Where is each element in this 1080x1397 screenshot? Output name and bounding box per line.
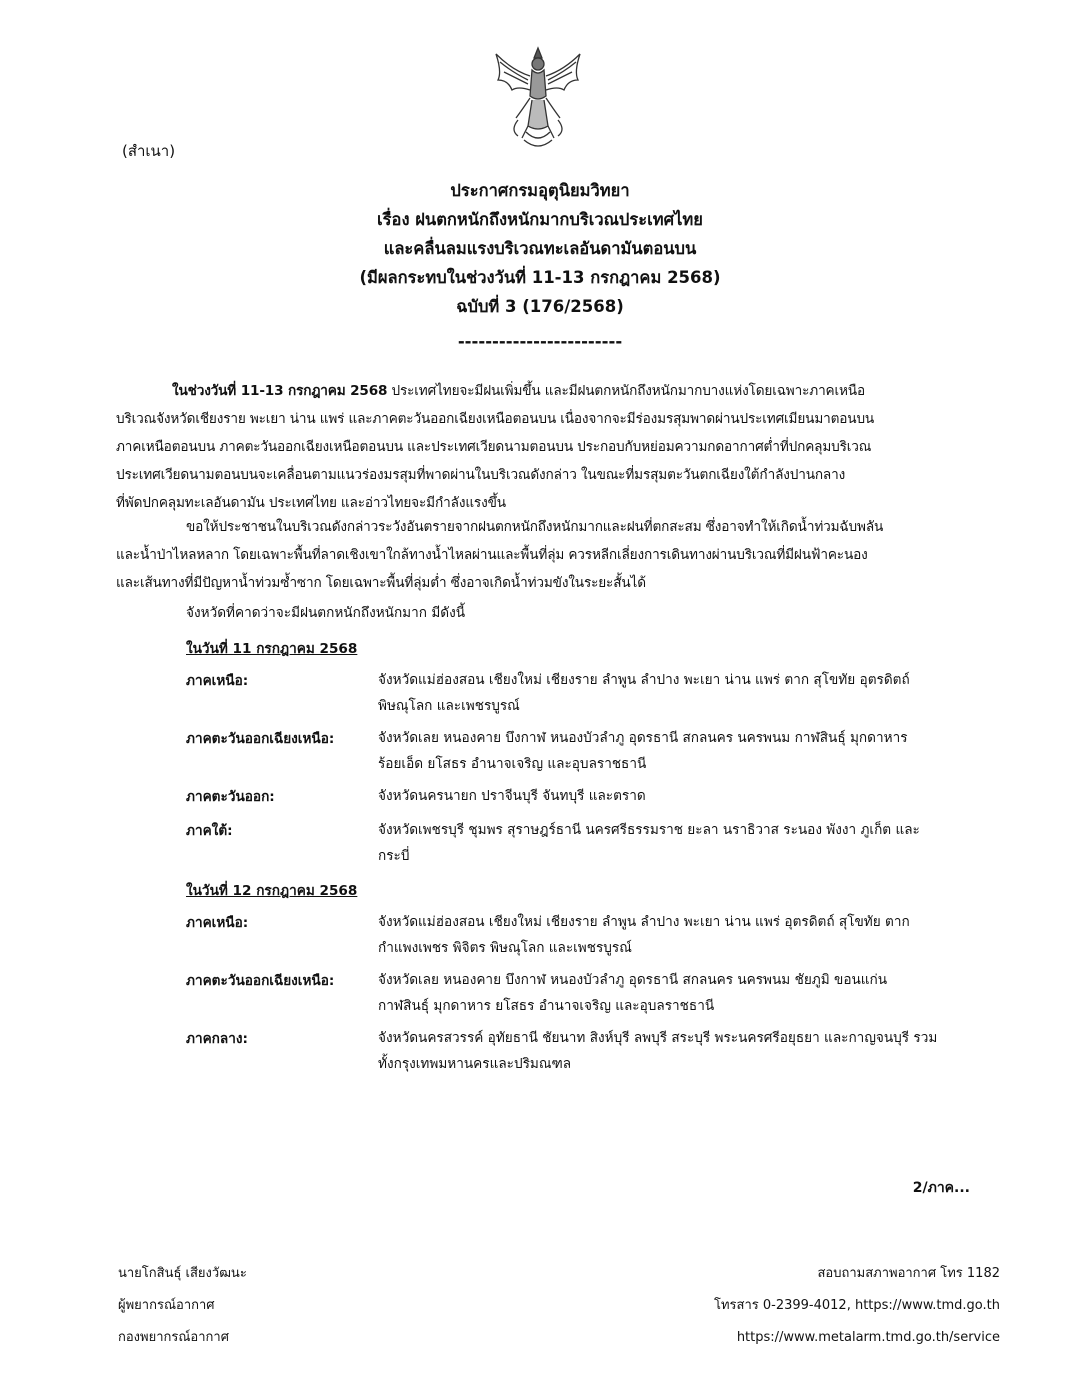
paragraph-1 [116, 377, 972, 517]
title-line: และคลื่นลมแรงบริเวณทะเลอันดามันตอนบน [383, 239, 697, 258]
garuda-emblem-icon [488, 40, 588, 155]
para-line: ขอให้ประชาชนในบริเวณดังกล่าวระวังอันตรายจากฝนตกหนักถึงหนักมากและฝนที่ตกสะสม ซึ่งอาจทำให้เกิดน้ำท่วมฉับพลัน [186, 519, 884, 535]
region-provinces: จังหวัดแม่ฮ่องสอน เชียงใหม่ เชียงราย ลำพูน ลำปาง พะเยา น่าน แพร่ อุตรดิตถ์ สุโขทัย ตาก กำแพงเพชร พิจิตร พิษณุโลก และเพชรบูรณ์ [378, 914, 910, 956]
contact-phone: สอบถามสภาพอากาศ โทร 1182 [817, 1266, 1000, 1281]
region-provinces: จังหวัดนครสวรรค์ อุทัยธานี ชัยนาท สิงห์บุรี ลพบุรี สระบุรี พระนครศรีอยุธยา และกาญจนบุรี รวมทั้งกรุงเทพมหานครและปริมณฑล [378, 1030, 938, 1072]
region-row [186, 1025, 972, 1077]
region-name: ภาคใต้: [186, 823, 233, 839]
title-line: เรื่อง ฝนตกหนักถึงหนักมากบริเวณประเทศไทย [377, 210, 703, 229]
para-line: ประเทศเวียดนามตอนบนจะเคลื่อนตามแนวร่องมรสุมที่พาดผ่านในบริเวณดังกล่าว ในขณะที่มรสุมตะวันตกเฉียงใต้กำลังปานกลาง [116, 467, 846, 483]
period-lead: ในช่วงวันที่ 11-13 กรกฎาคม 2568 [172, 383, 388, 399]
para-line: ภาคเหนือตอนบน ภาคตะวันออกเฉียงเหนือตอนบน และประเทศเวียดนามตอนบน ประกอบกับหย่อมความกดอากาศต่ำที่ปกคลุมบริเวณ [116, 439, 872, 455]
copy-label: (สำเนา) [122, 142, 176, 160]
para-line: ที่พัดปกคลุมทะเลอันดามัน ประเทศไทย และอ่าวไทยจะมีกำลังแรงขึ้น [116, 495, 506, 511]
title-line: (มีผลกระทบในช่วงวันที่ 11-13 กรกฎาคม 2568) [359, 268, 721, 287]
date-heading: ในวันที่ 12 กรกฎาคม 2568 [186, 883, 358, 899]
announcement-heading [240, 176, 840, 356]
provinces-intro: จังหวัดที่คาดว่าจะมีฝนตกหนักถึงหนักมาก มีดังนี้ [186, 605, 466, 621]
region-provinces: จังหวัดนครนายก ปราจีนบุรี จันทบุรี และตราด [378, 788, 646, 804]
date-heading: ในวันที่ 11 กรกฎาคม 2568 [186, 641, 358, 657]
signer-name: นายโกสินธุ์ เสียงวัฒนะ [118, 1266, 247, 1281]
region-name: ภาคตะวันออกเฉียงเหนือ: [186, 973, 335, 989]
para-line: และเส้นทางที่มีปัญหาน้ำท่วมซ้ำซาก โดยเฉพาะพื้นที่ลุ่มต่ำ ซึ่งอาจเกิดน้ำท่วมขังในระยะสั้นได้ [116, 575, 646, 591]
region-row [186, 909, 972, 961]
region-provinces: จังหวัดเพชรบุรี ชุมพร สุราษฎร์ธานี นครศรีธรรมราช ยะลา นราธิวาส ระนอง พังงา ภูเก็ต และกระบี่ [378, 822, 920, 864]
region-row [186, 667, 972, 719]
contact-fax-web: โทรสาร 0-2399-4012, https://www.tmd.go.th [714, 1298, 1000, 1313]
signer-title: ผู้พยากรณ์อากาศ [118, 1298, 215, 1313]
region-row [186, 967, 972, 1019]
contact-service-url: https://www.metalarm.tmd.go.th/service [736, 1330, 1000, 1345]
region-name: ภาคตะวันออก: [186, 789, 275, 805]
region-row [186, 817, 972, 869]
title-line: ฉบับที่ 3 (176/2568) [456, 297, 624, 316]
para-line: บริเวณจังหวัดเชียงราย พะเยา น่าน แพร่ และภาคตะวันออกเฉียงเหนือตอนบน เนื่องจากจะมีร่องมรสุมพาดผ่านประเทศเมียนมาตอนบน [116, 411, 875, 427]
para-line: และน้ำป่าไหลหลาก โดยเฉพาะพื้นที่ลาดเชิงเขาใกล้ทางน้ำไหลผ่านและพื้นที่ลุ่ม ควรหลีกเลี่ยงการเดินทางผ่านบริเวณที่มีฝนฟ้าคะนอง [116, 547, 868, 563]
region-name: ภาคตะวันออกเฉียงเหนือ: [186, 731, 335, 747]
title-line: ประกาศกรมอุตุนิยมวิทยา [450, 181, 630, 200]
region-provinces: จังหวัดเลย หนองคาย บึงกาฬ หนองบัวลำภู อุดรธานี สกลนคร นครพนม กาฬสินธุ์ มุกดาหาร ร้อยเอ็ด ยโสธร อำนาจเจริญ และอุบลราชธานี [378, 730, 908, 772]
region-row [186, 783, 972, 811]
region-provinces: จังหวัดแม่ฮ่องสอน เชียงใหม่ เชียงราย ลำพูน ลำปาง พะเยา น่าน แพร่ ตาก สุโขทัย อุตรดิตถ์ พิษณุโลก และเพชรบูรณ์ [378, 672, 910, 714]
signer-division: กองพยากรณ์อากาศ [118, 1330, 229, 1345]
footer-contact [714, 1258, 1000, 1354]
footer-signature [118, 1258, 247, 1354]
next-page-marker: 2/ภาค... [912, 1180, 970, 1196]
region-name: ภาคเหนือ: [186, 673, 249, 689]
para-line: ประเทศไทยจะมีฝนเพิ่มขึ้น และมีฝนตกหนักถึงหนักมากบางแห่งโดยเฉพาะภาคเหนือ [387, 383, 865, 399]
region-name: ภาคเหนือ: [186, 915, 249, 931]
region-row [186, 725, 972, 777]
divider: ------------------------ [457, 332, 623, 351]
region-name: ภาคกลาง: [186, 1031, 248, 1047]
paragraph-2 [116, 513, 972, 597]
announcement-body [116, 377, 972, 1083]
region-provinces: จังหวัดเลย หนองคาย บึงกาฬ หนองบัวลำภู อุดรธานี สกลนคร นครพนม ชัยภูมิ ขอนแก่น กาฬสินธุ์ มุกดาหาร ยโสธร อำนาจเจริญ และอุบลราชธานี [378, 972, 888, 1014]
